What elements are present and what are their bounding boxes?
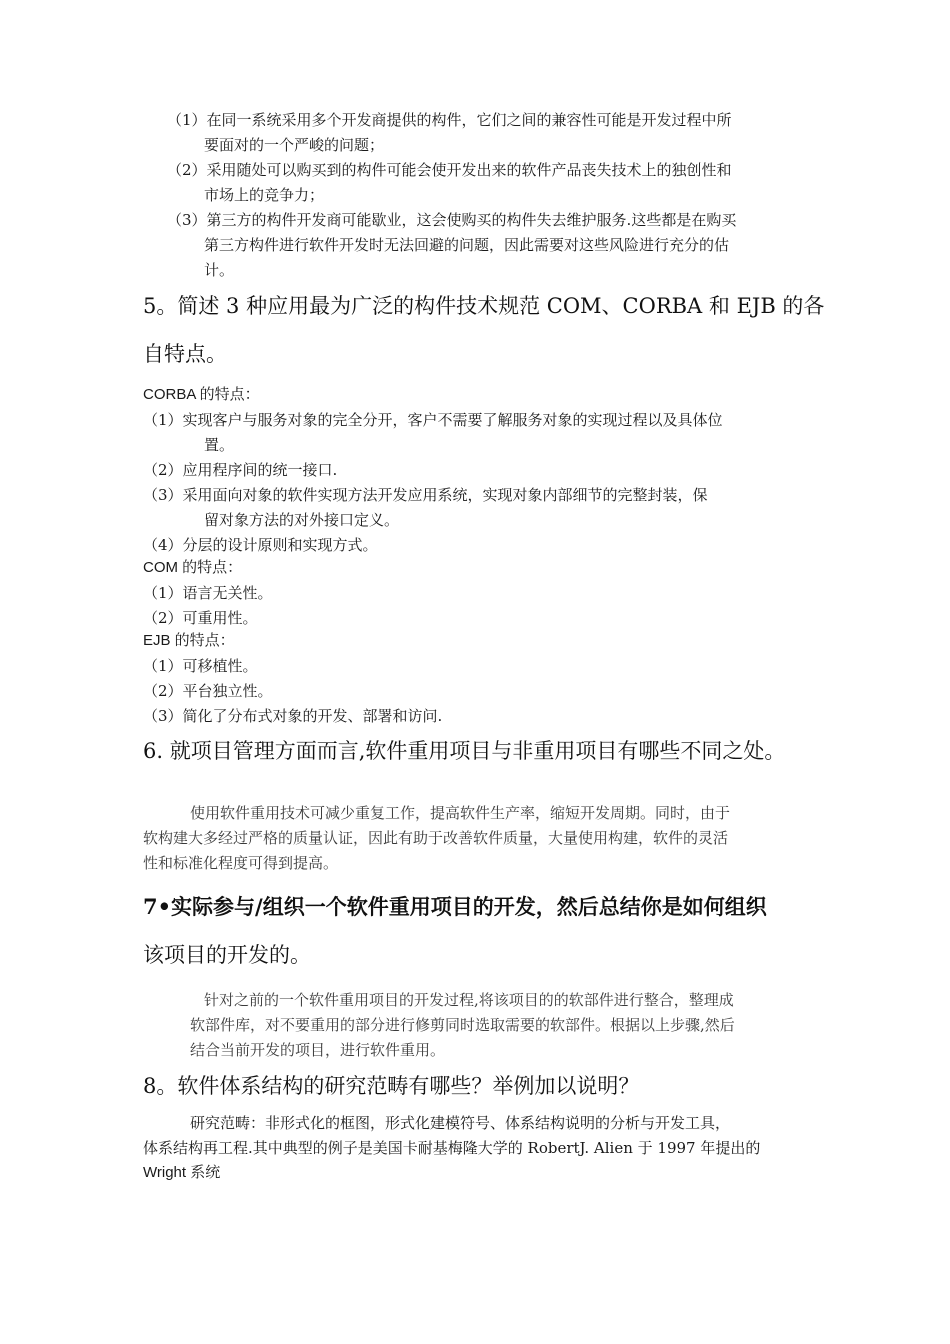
ejb-title: EJB 的特点： — [143, 632, 235, 649]
ejb-item-1: （1）可移植性。 — [143, 657, 258, 675]
intro-item-1-line-1: （1）在同一系统采用多个开发商提供的构件，它们之间的兼容性可能是开发过程中所 — [167, 111, 732, 129]
com-item-2: （2）可重用性。 — [143, 609, 258, 627]
q5-heading-line-2: 自特点。 — [143, 342, 227, 366]
q8-answer-line-3: Wright 系统 — [143, 1164, 221, 1181]
q8-answer-line-1: 研究范畴：非形式化的框图，形式化建模符号、体系结构说明的分析与开发工具， — [190, 1114, 731, 1132]
ejb-item-3: （3）简化了分布式对象的开发、部署和访问. — [143, 707, 443, 725]
corba-item-3-line-2: 留对象方法的对外接口定义。 — [204, 511, 400, 529]
intro-item-1-line-2: 要面对的一个严峻的问题； — [204, 136, 385, 154]
q6-answer-line-3: 性和标准化程度可得到提高。 — [143, 854, 339, 872]
q5-heading-line-1: 5。简述 3 种应用最为广泛的构件技术规范 COM、CORBA 和 EJB 的各 — [143, 294, 825, 318]
q8-heading: 8。软件体系结构的研究范畴有哪些？举例加以说明？ — [143, 1074, 640, 1098]
com-title: COM 的特点： — [143, 559, 243, 576]
q6-answer-line-1: 使用软件重用技术可减少重复工作，提高软件生产率，缩短开发周期。同时，由于 — [190, 804, 731, 822]
corba-item-4: （4）分层的设计原则和实现方式。 — [143, 536, 378, 554]
ejb-item-2: （2）平台独立性。 — [143, 682, 273, 700]
q7-answer-line-3: 结合当前开发的项目，进行软件重用。 — [190, 1041, 446, 1059]
q6-heading: 6. 就项目管理方面而言,软件重用项目与非重用项目有哪些不同之处。 — [143, 739, 786, 763]
q7-heading-line-1: 7•实际参与/组织一个软件重用项目的开发，然后总结你是如何组织 — [143, 894, 767, 919]
intro-item-3-line-2: 第三方构件进行软件开发时无法回避的问题，因此需要对这些风险进行充分的估 — [204, 236, 730, 254]
corba-title: CORBA 的特点： — [143, 386, 260, 403]
intro-item-2-line-2: 市场上的竞争力； — [204, 186, 325, 204]
q8-answer-line-2: 体系结构再工程.其中典型的例子是美国卡耐基梅隆大学的 RobertJ. Alien 于 1997 年提出的 — [143, 1139, 761, 1157]
q7-answer-line-1: 针对之前的一个软件重用项目的开发过程,将该项目的的软部件进行整合，整理成 — [204, 991, 734, 1009]
intro-item-3-line-1: （3）第三方的构件开发商可能歇业，这会使购买的构件失去维护服务.这些都是在购买 — [167, 211, 737, 229]
corba-item-1-line-2: 置。 — [204, 436, 235, 454]
q7-heading-line-2: 该项目的开发的。 — [143, 943, 311, 967]
com-item-1: （1）语言无关性。 — [143, 584, 273, 602]
q7-answer-line-2: 软部件库，对不要重用的部分进行修剪同时选取需要的软部件。根据以上步骤,然后 — [190, 1016, 735, 1034]
q6-answer-line-2: 软构建大多经过严格的质量认证，因此有助于改善软件质量，大量使用构建，软件的灵活 — [143, 829, 729, 847]
intro-item-3-line-3: 计。 — [204, 261, 235, 279]
corba-item-3-line-1: （3）采用面向对象的软件实现方法开发应用系统，实现对象内部细节的完整封装，保 — [143, 486, 708, 504]
intro-item-2-line-1: （2）采用随处可以购买到的构件可能会使开发出来的软件产品丧失技术上的独创性和 — [167, 161, 732, 179]
corba-item-2: （2）应用程序间的统一接口. — [143, 461, 338, 479]
corba-item-1-line-1: （1）实现客户与服务对象的完全分开，客户不需要了解服务对象的实现过程以及具体位 — [143, 411, 723, 429]
